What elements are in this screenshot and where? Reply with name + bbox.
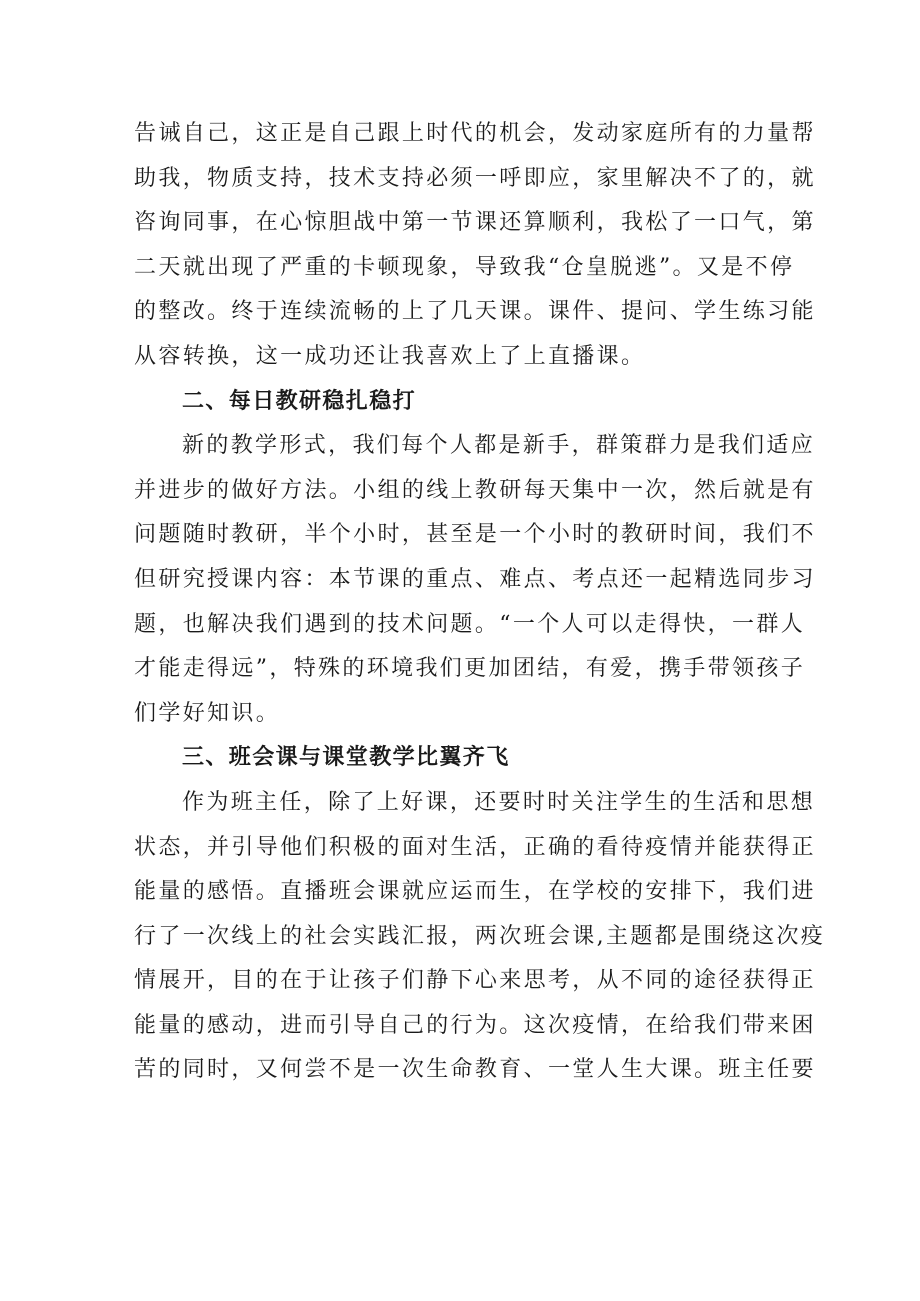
text-line: 才能走得远”，特殊的环境我们更加团结，有爱，携手带领孩子: [134, 656, 806, 682]
paragraph-class-meeting: [134, 781, 826, 1093]
text-line: 助我，物质支持，技术支持必须一呼即应，家里解决不了的，就: [134, 165, 816, 191]
section-heading-3: 三、班会课与课堂教学比翼齐飞: [182, 745, 510, 771]
text-line: 新的教学形式，我们每个人都是新手，群策群力是我们适应: [182, 433, 816, 459]
text-line: 苦的同时，又何尝不是一次生命教育、一堂人生大课。班主任要: [134, 1057, 816, 1083]
text-line: 行了一次线上的社会实践汇报，两次班会课,主题都是围绕这次疫: [134, 923, 826, 949]
text-line: 的整改。终于连续流畅的上了几天课。课件、提问、学生练习能: [134, 299, 816, 325]
text-line: 们学好知识。: [134, 700, 281, 726]
paragraph-daily-research: [134, 424, 816, 736]
text-line: 作为班主任，除了上好课，还要时时关注学生的生活和思想: [182, 789, 816, 815]
text-line: 状态，并引导他们积极的面对生活，正确的看待疫情并能获得正: [134, 834, 816, 860]
text-line: 二天就出现了严重的卡顿现象，导致我“仓皇脱逃”。又是不停: [134, 254, 795, 280]
text-line: 咨询同事，在心惊胆战中第一节课还算顺利，我松了一口气，第: [134, 210, 816, 236]
text-line: 情展开，目的在于让孩子们静下心来思考，从不同的途径获得正: [134, 968, 816, 994]
text-line: 告诫自己，这正是自己跟上时代的机会，发动家庭所有的力量帮: [134, 121, 816, 146]
text-line: 题，也解决我们遇到的技术问题。“一个人可以走得快，一群人: [134, 611, 806, 637]
text-line: 能量的感动，进而引导自己的行为。这次疫情，在给我们带来困: [134, 1012, 816, 1038]
section-heading-2: 二、每日教研稳扎稳打: [182, 388, 417, 414]
document-body: [134, 112, 826, 1093]
paragraph-continuation: [134, 112, 816, 380]
text-line: 从容转换，这一成功还让我喜欢上了上直播课。: [134, 343, 646, 369]
text-line: 能量的感悟。直播班会课就应运而生，在学校的安排下，我们进: [134, 879, 816, 905]
text-line: 并进步的做好方法。小组的线上教研每天集中一次，然后就是有: [134, 477, 816, 503]
text-line: 问题随时教研，半个小时，甚至是一个小时的教研时间，我们不: [134, 522, 816, 548]
text-line: 但研究授课内容：本节课的重点、难点、考点还一起精选同步习: [134, 566, 816, 592]
